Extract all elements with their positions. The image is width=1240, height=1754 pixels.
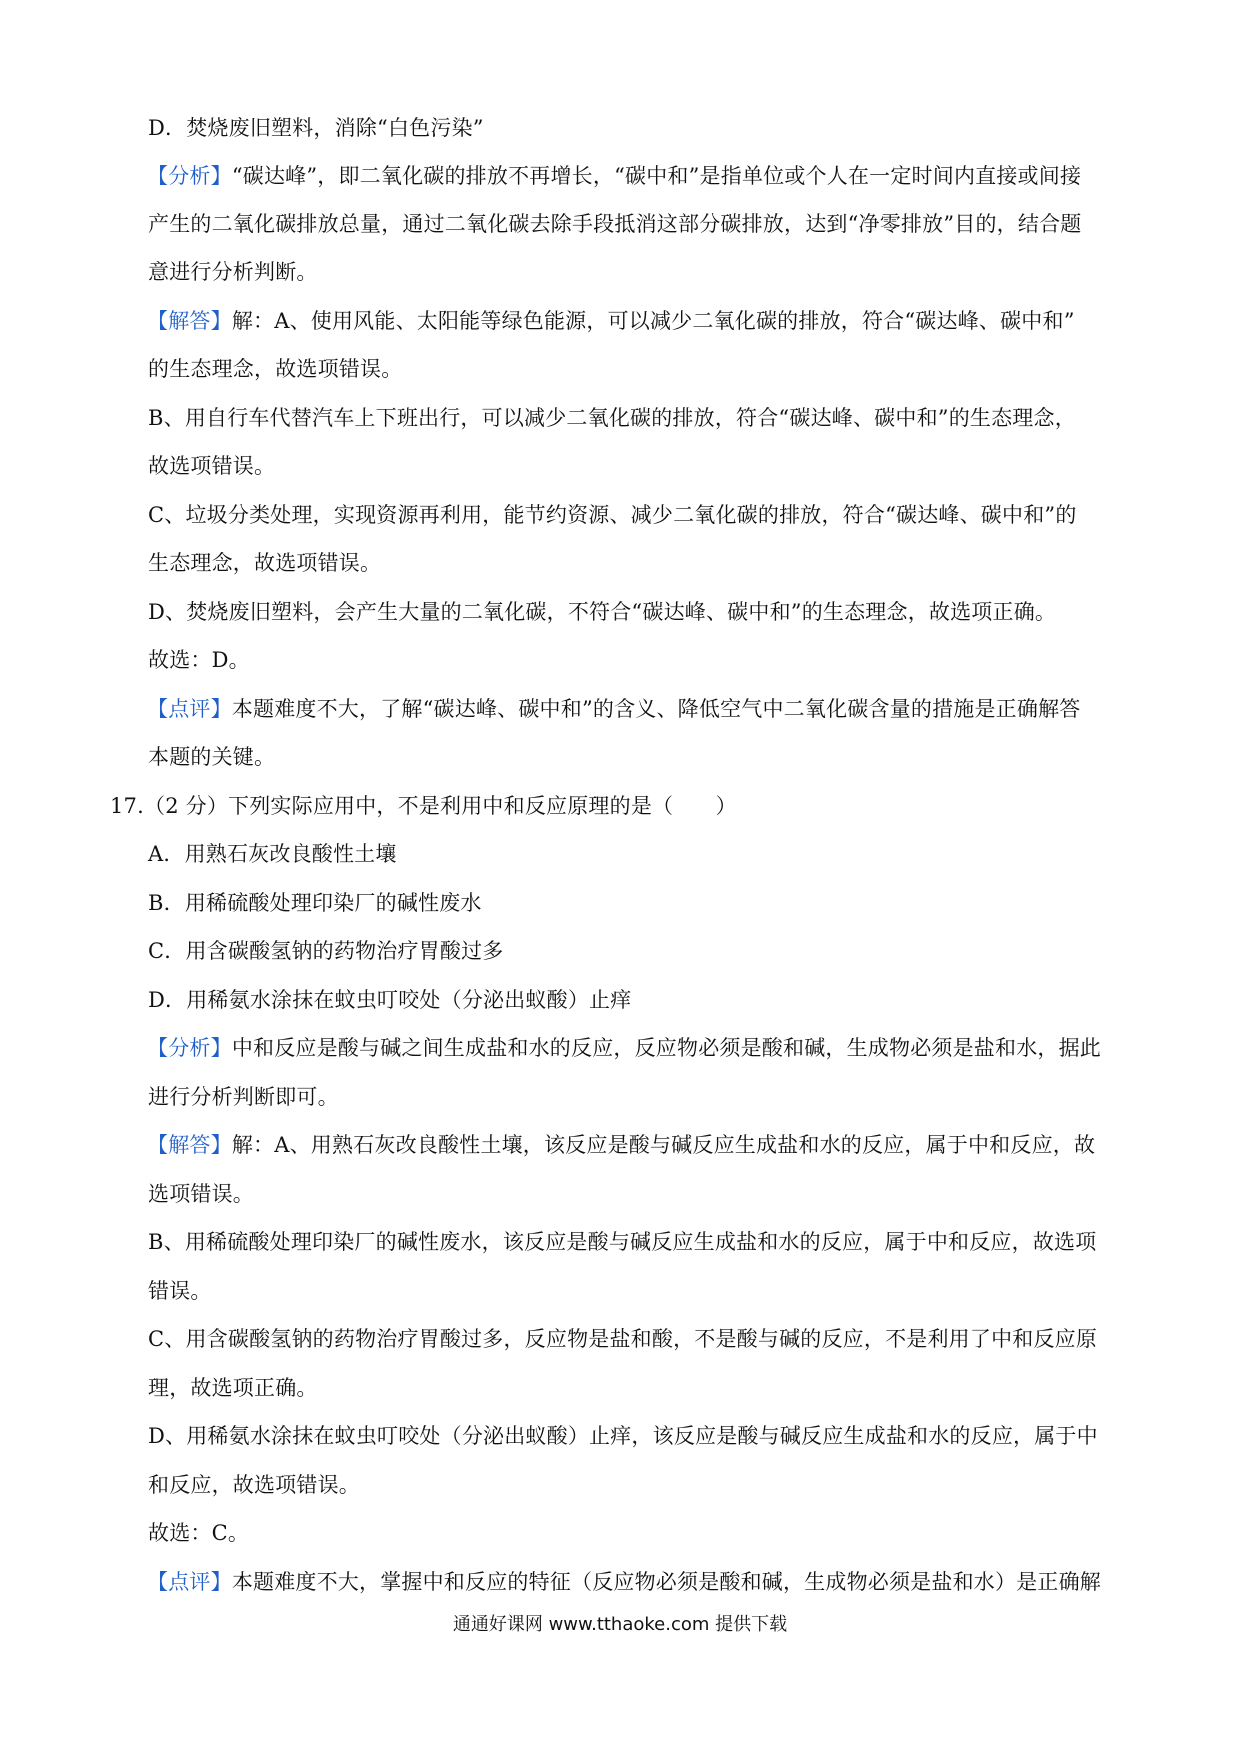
text-line: 【解答】解：A、使用风能、太阳能等绿色能源，可以减少二氧化碳的排放，符合“碳达峰、碳中和” xyxy=(147,309,1075,333)
answer-tag: 【解答】 xyxy=(147,1133,232,1157)
text-line: C、垃圾分类处理，实现资源再利用，能节约资源、减少二氧化碳的排放，符合“碳达峰、碳中和”的 xyxy=(148,503,1077,527)
text-line: 【点评】本题难度不大，掌握中和反应的特征（反应物必须是酸和碱，生成物必须是盐和水）是正确解 xyxy=(147,1570,1102,1594)
text-line: D、焚烧废旧塑料，会产生大量的二氧化碳，不符合“碳达峰、碳中和”的生态理念，故选项正确。 xyxy=(148,600,1057,624)
text-line: 故选项错误。 xyxy=(148,454,276,478)
text-line: 进行分析判断即可。 xyxy=(148,1085,339,1109)
text-line: 理，故选项正确。 xyxy=(148,1376,318,1400)
text-line: 意进行分析判断。 xyxy=(148,260,318,284)
text-line: D、用稀氨水涂抹在蚊虫叮咬处（分泌出蚁酸）止痒，该反应是酸与碱反应生成盐和水的反应，属于中 xyxy=(148,1424,1098,1448)
comment-tag: 【点评】 xyxy=(147,697,232,721)
text-line: 【分析】中和反应是酸与碱之间生成盐和水的反应，反应物必须是酸和碱，生成物必须是盐和水，据此 xyxy=(147,1036,1102,1060)
text-line: 选项错误。 xyxy=(148,1182,254,1206)
question-title: 17.（2 分）下列实际应用中，不是利用中和反应原理的是（ ） xyxy=(110,794,737,818)
text-line: 和反应，故选项错误。 xyxy=(148,1473,360,1497)
text-line: D．焚烧废旧塑料，消除“白色污染” xyxy=(148,116,484,140)
text-line: 的生态理念，故选项错误。 xyxy=(148,357,403,381)
text-line: 故选：D。 xyxy=(148,648,250,672)
text-line: 【分析】“碳达峰”，即二氧化碳的排放不再增长，“碳中和”是指单位或个人在一定时间内直接或间接 xyxy=(147,164,1082,188)
option-b: B．用稀硫酸处理印染厂的碱性废水 xyxy=(148,891,482,915)
answer-tag: 【解答】 xyxy=(147,309,232,333)
text-line: B、用稀硫酸处理印染厂的碱性废水，该反应是酸与碱反应生成盐和水的反应，属于中和反应，故选项 xyxy=(148,1230,1097,1254)
analysis-tag: 【分析】 xyxy=(147,164,232,188)
text-line: 产生的二氧化碳排放总量，通过二氧化碳去除手段抵消这部分碳排放，达到“净零排放”目的，结合题 xyxy=(148,212,1082,236)
text-line: C、用含碳酸氢钠的药物治疗胃酸过多，反应物是盐和酸，不是酸与碱的反应，不是利用了中和反应原 xyxy=(148,1327,1098,1351)
text-line: 错误。 xyxy=(148,1279,212,1303)
analysis-tag: 【分析】 xyxy=(147,1036,232,1060)
option-d: D．用稀氨水涂抹在蚊虫叮咬处（分泌出蚁酸）止痒 xyxy=(148,988,632,1012)
page-footer: 通通好课网 www.tthaoke.com 提供下载 xyxy=(452,1614,788,1635)
option-c: C．用含碳酸氢钠的药物治疗胃酸过多 xyxy=(148,939,504,963)
text-line: 【解答】解：A、用熟石灰改良酸性土壤，该反应是酸与碱反应生成盐和水的反应，属于中和反应，故 xyxy=(147,1133,1096,1157)
text-line: 【点评】本题难度不大，了解“碳达峰、碳中和”的含义、降低空气中二氧化碳含量的措施是正确解答 xyxy=(147,697,1081,721)
text-line: 故选：C。 xyxy=(148,1521,250,1545)
comment-tag: 【点评】 xyxy=(147,1570,232,1594)
text-line: B、用自行车代替汽车上下班出行，可以减少二氧化碳的排放，符合“碳达峰、碳中和”的生态理念， xyxy=(148,406,1076,430)
option-a: A．用熟石灰改良酸性土壤 xyxy=(148,842,397,866)
text-line: 生态理念，故选项错误。 xyxy=(148,551,382,575)
text-line: 本题的关键。 xyxy=(148,745,276,769)
